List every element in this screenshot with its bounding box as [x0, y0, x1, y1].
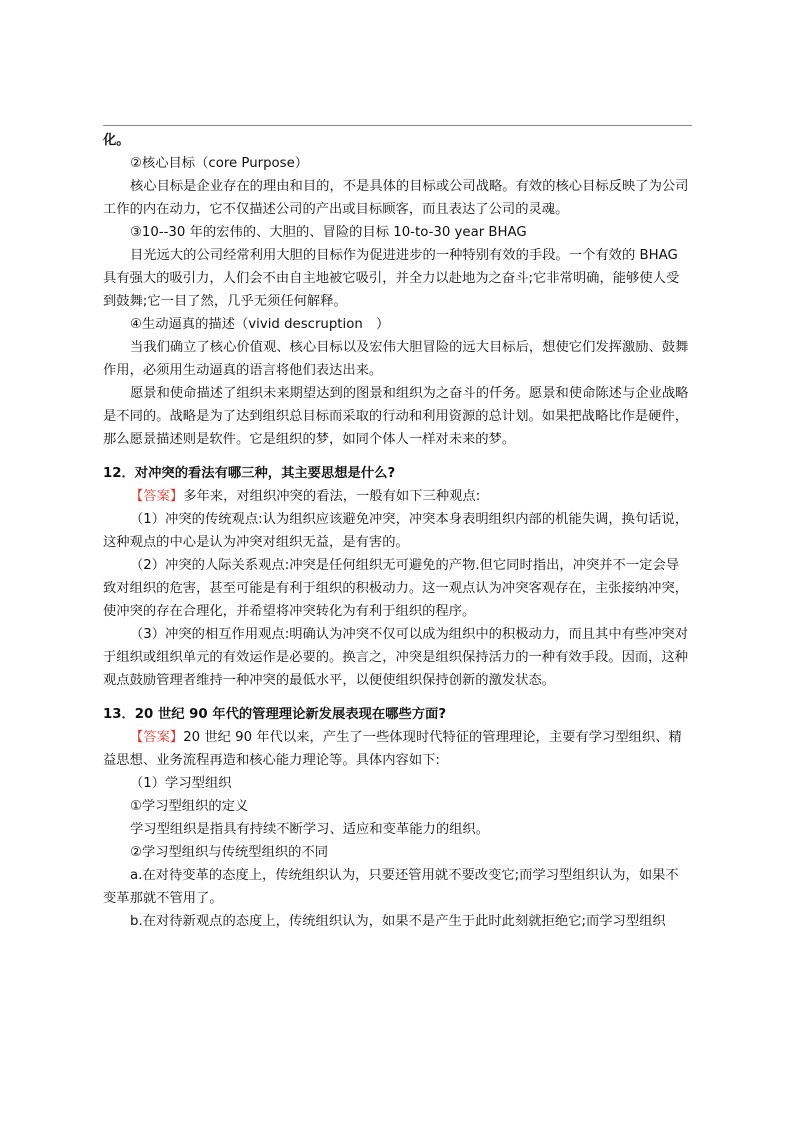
paragraph-vivid-description: 当我们确立了核心价值观、核心目标以及宏伟大胆冒险的远大目标后，想使它们发挥激励、鼓舞作用，必须用生动逼真的语言将他们表达出来。	[103, 340, 689, 378]
answer-12-point-2: （2）冲突的人际关系观点:冲突是任何组织无可避免的产物.但它同时指出，冲突并不一定会导致对组织的危害，甚至可能是有利于组织的积极动力。这一观点认为冲突客观存在，主张接纳冲突，使冲突的存在合理化，并希望将冲突转化为有利于组织的程序。	[103, 558, 689, 619]
answer-13-heading-1b: ②学习型组织与传统型组织的不同	[130, 845, 329, 860]
question-13: 13．20 世纪 90 年代的管理理论新发展表现在哪些方面?	[103, 707, 447, 722]
paragraph-bhag: 目光远大的公司经常利用大胆的目标作为促进进步的一种特别有效的手段。一个有效的 BHAG 具有强大的吸引力，人们会不由自主地被它吸引，并全力以赴地为之奋斗;它非常明确，能够使人受到鼓舞;它一目了然，几乎无须任何解释。	[103, 248, 680, 309]
answer-12-intro-text: 多年来，对组织冲突的看法，一般有如下三种观点:	[183, 489, 481, 504]
subheading-bhag: ③10--30 年的宏伟的、大胆的、冒险的目标 10-to-30 year BHAG	[130, 225, 527, 240]
answer-13-intro	[103, 726, 692, 772]
paragraph-core-purpose: 核心目标是企业存在的理由和目的，不是具体的目标或公司战略。有效的核心目标反映了为公司工作的内在动力，它不仅描述公司的产出或目标顾客，而且表达了公司的灵魂。	[103, 179, 689, 217]
answer-13-point-a: a.在对待变革的态度上，传统组织认为，只要还管用就不要改变它;而学习型组织认为，如果不变革那就不管用了。	[103, 868, 679, 906]
subheading-vivid-description: ④生动逼真的描述（vivid descruption ）	[130, 317, 390, 332]
paragraph-vision-mission: 愿景和使命描述了组织未来期望达到的图景和组织为之奋斗的仟务。愿景和使命陈述与企业战略是不同的。战略是为了达到组织总目标而采取的行动和利用资源的总计划。如果把战略比作是硬件，那么愿景描述则是软件。它是组织的梦，如同个体人一样对未来的梦。	[103, 386, 689, 447]
answer-tag: 【答案】	[130, 489, 184, 504]
subheading-core-purpose: ②核心目标（core Purpose）	[130, 156, 309, 171]
answer-13-intro-text: 20 世纪 90 年代以来，产生了一些体现时代特征的管理理论，主要有学习型组织、精益思想、业务流程再造和核心能力理论等。具体内容如下:	[103, 730, 682, 768]
answer-13-point-b: b.在对待新观点的态度上，传统组织认为，如果不是产生于此时此刻就拒绝它;而学习型组织	[130, 914, 666, 929]
page-content	[103, 129, 692, 933]
answer-13-heading-1: （1）学习型组织	[130, 776, 232, 791]
answer-12-point-3: （3）冲突的相互作用观点:明确认为冲突不仅可以成为组织中的积极动力，而且其中有些冲突对于组织或组织单元的有效运作是必要的。换言之，冲突是组织保持活力的一种有效手段。因而，这种观点鼓励管理者维持一种冲突的最低水平，以便使组织保持创新的激发状态。	[103, 627, 689, 688]
answer-12-point-1: （1）冲突的传统观点:认为组织应该避免冲突，冲突本身表明组织内部的机能失调，换句话说，这种观点的中心是认为冲突对组织无益，是有害的。	[103, 512, 689, 550]
answer-13-heading-1a: ①学习型组织的定义	[130, 799, 249, 814]
answer-12-intro	[103, 485, 692, 508]
answer-tag: 【答案】	[130, 730, 184, 745]
question-12: 12．对冲突的看法有哪三种，其主要思想是什么?	[103, 466, 396, 481]
header-rule	[103, 125, 692, 126]
continued-text: 化。	[103, 133, 130, 148]
answer-13-definition: 学习型组织是指具有持续不断学习、适应和变革能力的组织。	[130, 822, 490, 837]
